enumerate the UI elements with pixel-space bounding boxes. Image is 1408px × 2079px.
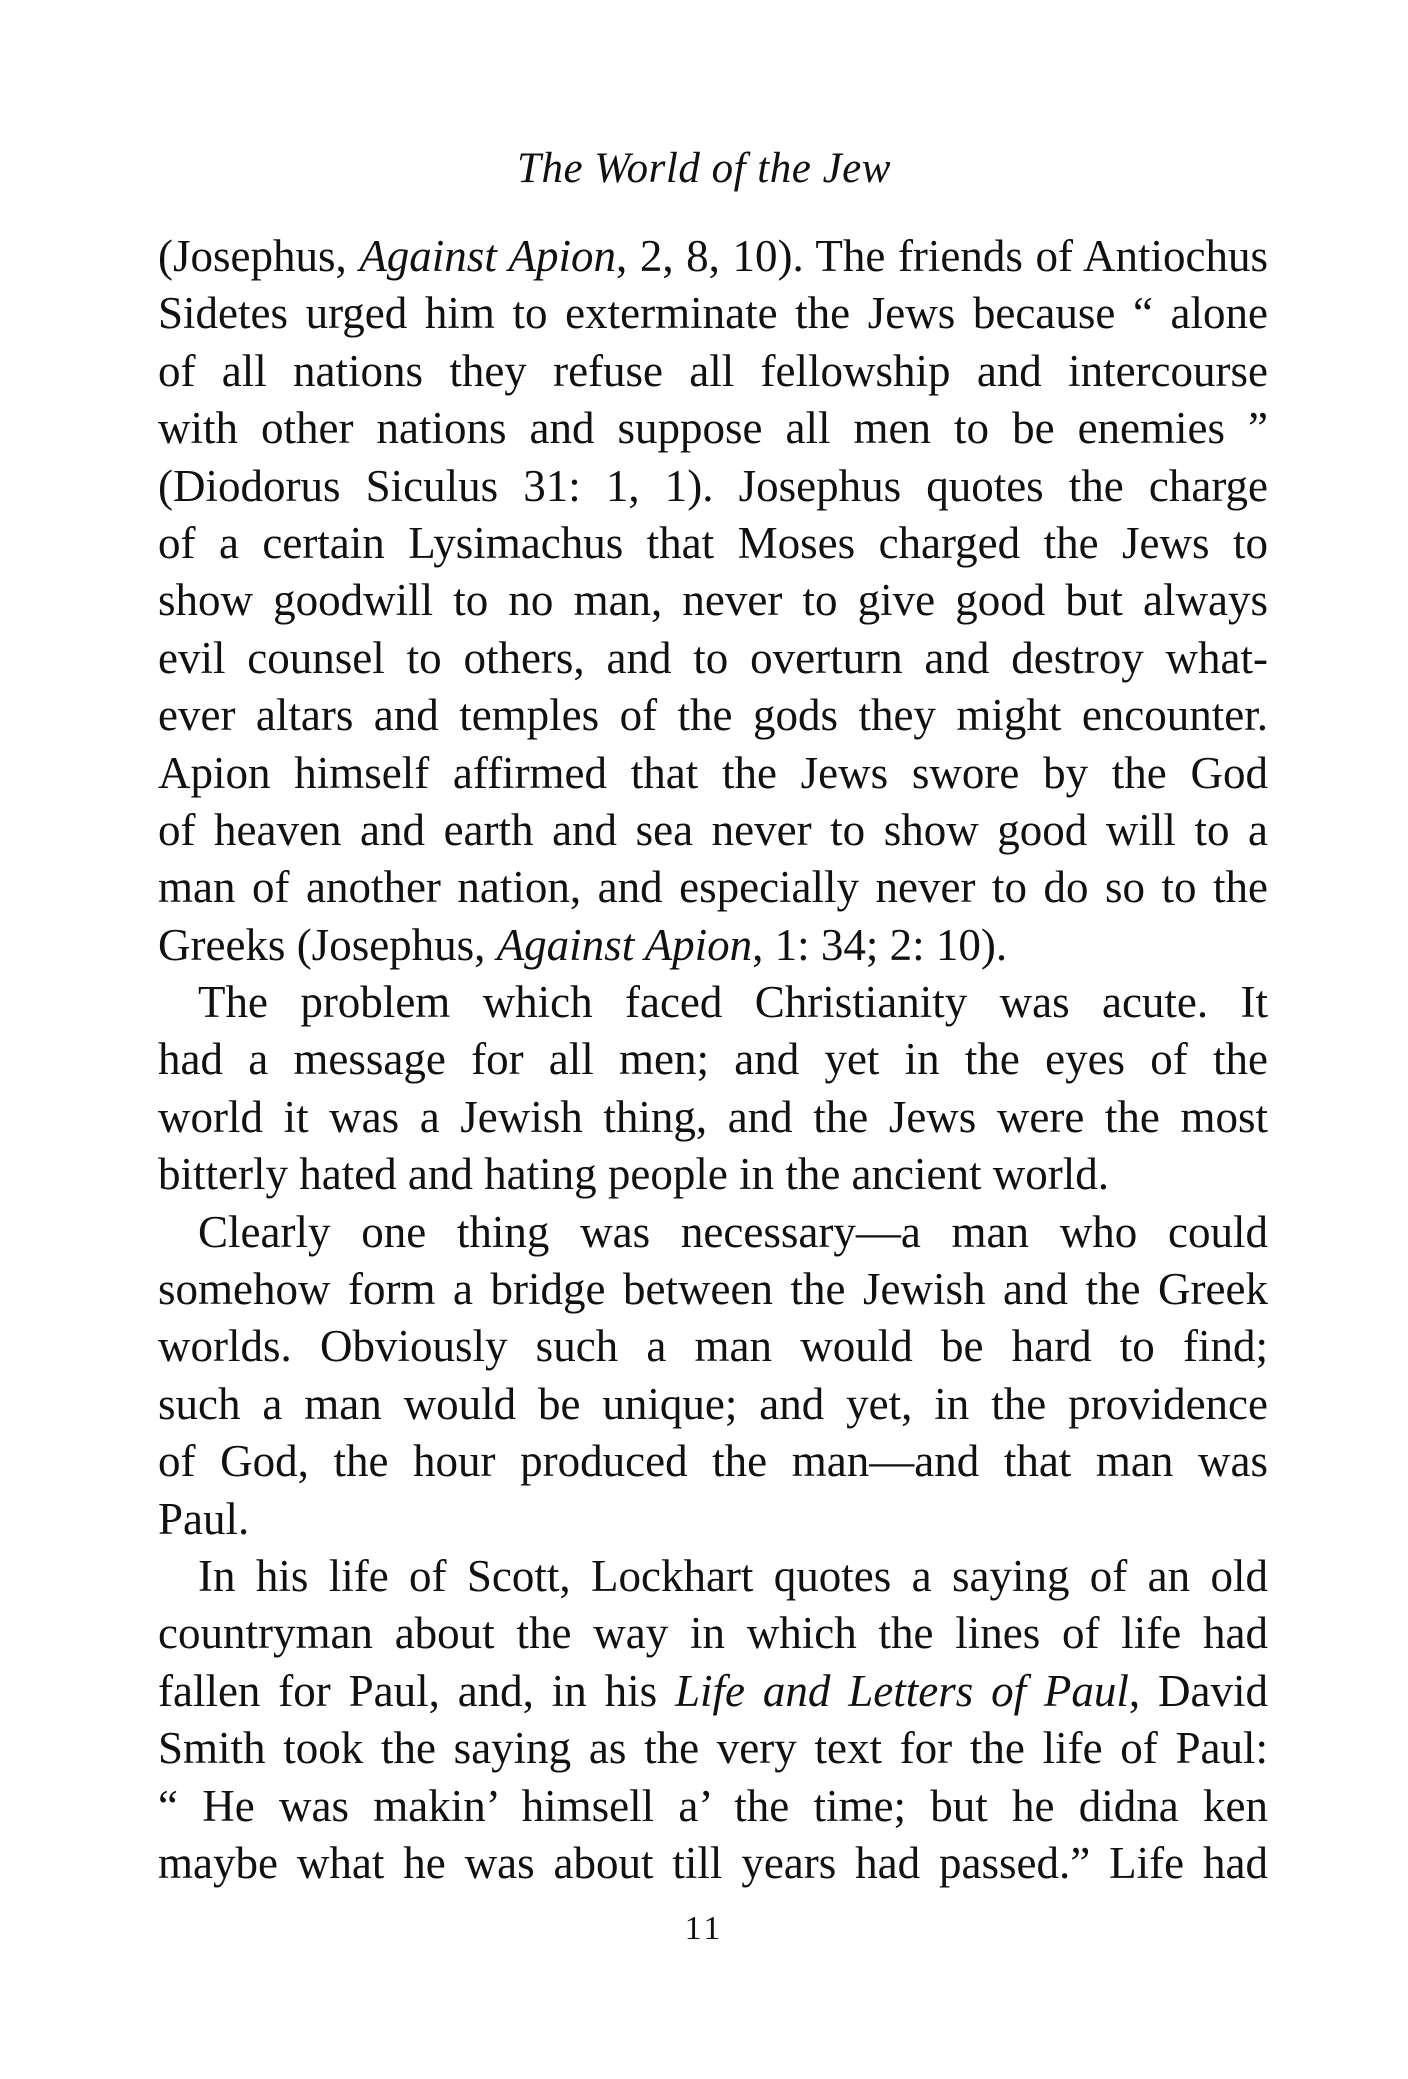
- text-line: countryman about the way in which the lines of life had: [158, 1608, 1268, 1659]
- text-line: world it was a Jewish thing, and the Jews were the most: [158, 1091, 1268, 1142]
- text-line: maybe what he was about till years had passed.” Life had: [158, 1837, 1268, 1888]
- text-line: ever altars and temples of the gods they might encounter.: [158, 690, 1268, 741]
- text-line: The problem which faced Christianity was acute. It: [198, 977, 1268, 1028]
- book-title: Against Apion: [496, 919, 753, 970]
- text-line: In his life of Scott, Lockhart quotes a saying of an old: [198, 1550, 1268, 1601]
- running-head: The World of the Jew: [517, 145, 891, 192]
- book-title: Against Apion: [359, 231, 617, 281]
- text-line: Clearly one thing was necessary—a man who could: [198, 1206, 1268, 1257]
- text-line: of God, the hour produced the man—and that man was: [158, 1436, 1268, 1487]
- text-line: Sidetes urged him to exterminate the Jews because “ alone: [158, 288, 1268, 339]
- text-line: bitterly hated and hating people in the ancient world.: [158, 1149, 1109, 1200]
- book-title: Life and Letters of Paul: [675, 1665, 1129, 1716]
- text-line: (Diodorus Siculus 31: 1, 1). Josephus quotes the charge: [158, 460, 1268, 511]
- text-line: (Josephus, Against Apion, 2, 8, 10). The friends of Antiochus: [158, 231, 1268, 281]
- text-line: somehow form a bridge between the Jewish and the Greek: [158, 1264, 1268, 1315]
- text-line: such a man would be unique; and yet, in the providence: [158, 1378, 1268, 1429]
- text-line: of a certain Lysimachus that Moses charged the Jews to: [158, 517, 1268, 568]
- text-line: Smith took the saying as the very text for the life of Paul:: [158, 1723, 1268, 1774]
- text-line: fallen for Paul, and, in his Life and Letters of Paul, David: [158, 1665, 1268, 1716]
- text-line: “ He was makin’ himsell a’ the time; but he didna ken: [158, 1780, 1268, 1831]
- text-line: Paul.: [158, 1493, 250, 1544]
- text-line: worlds. Obviously such a man would be hard to find;: [158, 1321, 1268, 1372]
- text-line: show goodwill to no man, never to give good but always: [158, 575, 1268, 626]
- text-line: of heaven and earth and sea never to show good will to a: [158, 804, 1268, 855]
- body-text: [158, 228, 1268, 1892]
- text-line: with other nations and suppose all men to be enemies ”: [158, 403, 1268, 454]
- text-line: evil counsel to others, and to overturn and destroy what-: [158, 632, 1268, 683]
- text-line: of all nations they refuse all fellowship and intercourse: [158, 345, 1268, 396]
- text-line: man of another nation, and especially never to do so to the: [158, 862, 1268, 913]
- text-line: Apion himself affirmed that the Jews swore by the God: [158, 747, 1268, 798]
- page-number: 11: [684, 1910, 724, 1947]
- text-line: had a message for all men; and yet in the eyes of the: [158, 1034, 1268, 1085]
- text-line: Greeks (Josephus, Against Apion, 1: 34; 2: 10).: [158, 919, 1008, 970]
